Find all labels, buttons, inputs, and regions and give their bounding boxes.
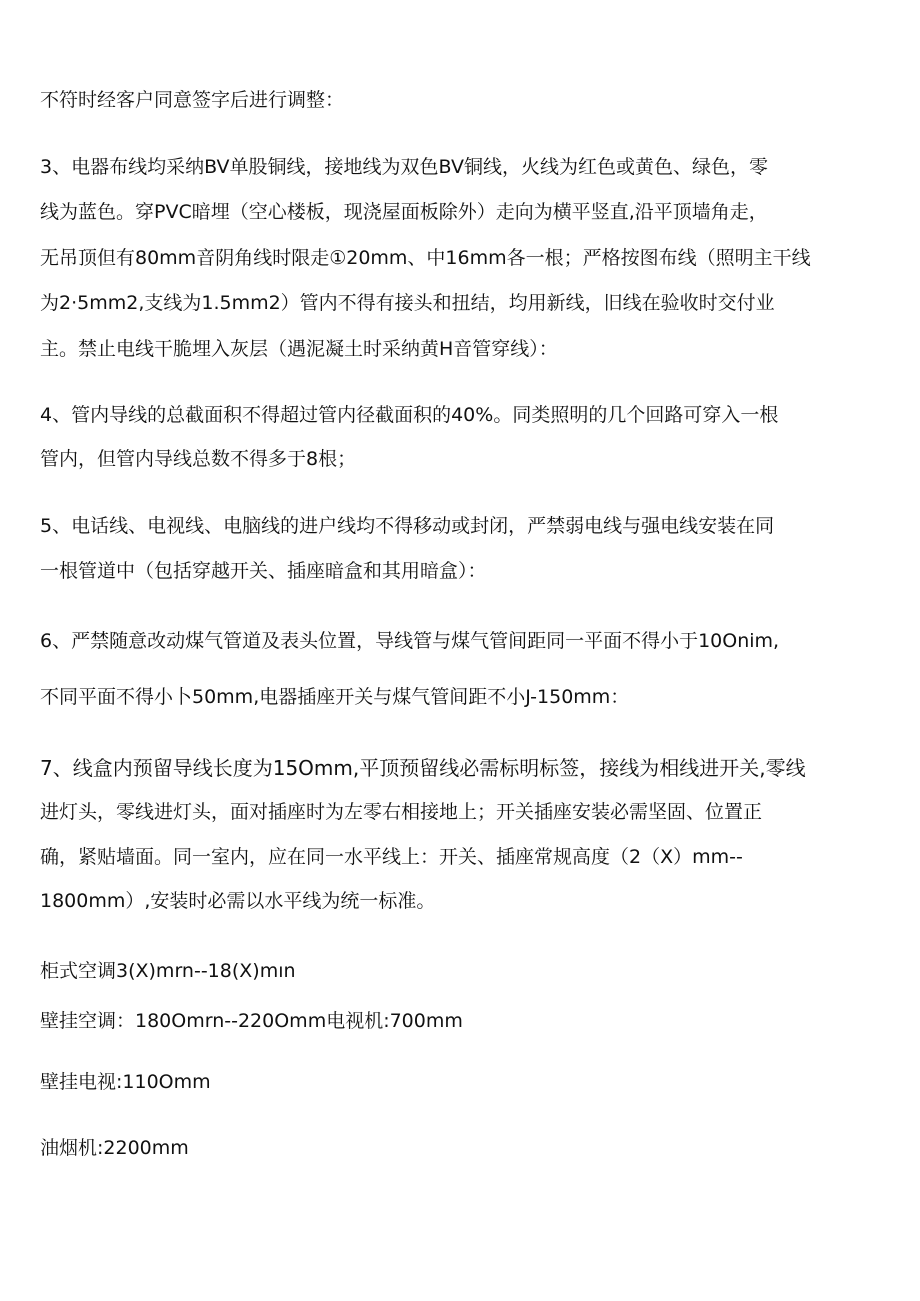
- text-line: 一根管道中（包括穿越开关、插座暗盒和其用暗盒）：: [40, 560, 487, 582]
- text-line: 不同平面不得小卜50mm,电器插座开关与煤气管间距不小J-150mm：: [40, 686, 630, 708]
- text-line: 为2·5mm2,支线为1.5mm2）管内不得有接头和扭结，均用新线，旧线在验收时交付业: [40, 292, 775, 314]
- text-line: 进灯头，零线进灯头，面对插座时为左零右相接地上；开关插座安装必需坚固、位置正: [40, 801, 763, 823]
- text-line: 5、电话线、电视线、电脑线的进户线均不得移动或封闭，严禁弱电线与强电线安装在同: [40, 515, 775, 537]
- text-line: 线为蓝色。穿PVC暗埋（空心楼板，现浇屋面板除外）走向为横平竖直,沿平顶墙角走，: [40, 201, 768, 223]
- text-line: 无吊顶但有80mm音阴角线时限走①20mm、中16mm各一根；严格按图布线（照明主干线: [40, 247, 811, 269]
- text-line: 4、管内导线的总截面积不得超过管内径截面积的40%。同类照明的几个回路可穿入一根: [40, 404, 779, 426]
- text-line: 柜式空调3(X)mrn--18(X)mın: [40, 960, 296, 982]
- text-line: 1800mm）,安装时必需以水平线为统一标准。: [40, 890, 436, 912]
- text-line: 主。禁止电线干脆埋入灰层（遇泥凝土时采纳黄H音管穿线）：: [40, 338, 558, 360]
- text-line: 油烟机:2200mm: [40, 1137, 189, 1159]
- text-line: 管内，但管内导线总数不得多于8根；: [40, 448, 357, 470]
- text-line: 6、严禁随意改动煤气管道及表头位置，导线管与煤气管间距同一平面不得小于10Onim,: [40, 630, 780, 652]
- text-line: 7、线盒内预留导线长度为15Omm,平顶预留线必需标明标签，接线为相线进开关,零线: [40, 756, 806, 780]
- text-line: 壁挂电视:110Omm: [40, 1071, 211, 1093]
- text-line: 确，紧贴墙面。同一室内，应在同一水平线上：开关、插座常规高度（2（X）mm--: [40, 846, 743, 868]
- text-line: 不符时经客户同意签字后进行调整：: [40, 89, 345, 111]
- text-line: 3、电器布线均采纳BV单股铜线，接地线为双色BV铜线，火线为红色或黄色、绿色，零: [40, 156, 768, 178]
- text-line: 壁挂空调：180Omrn--220Omm电视机:700mm: [40, 1010, 463, 1032]
